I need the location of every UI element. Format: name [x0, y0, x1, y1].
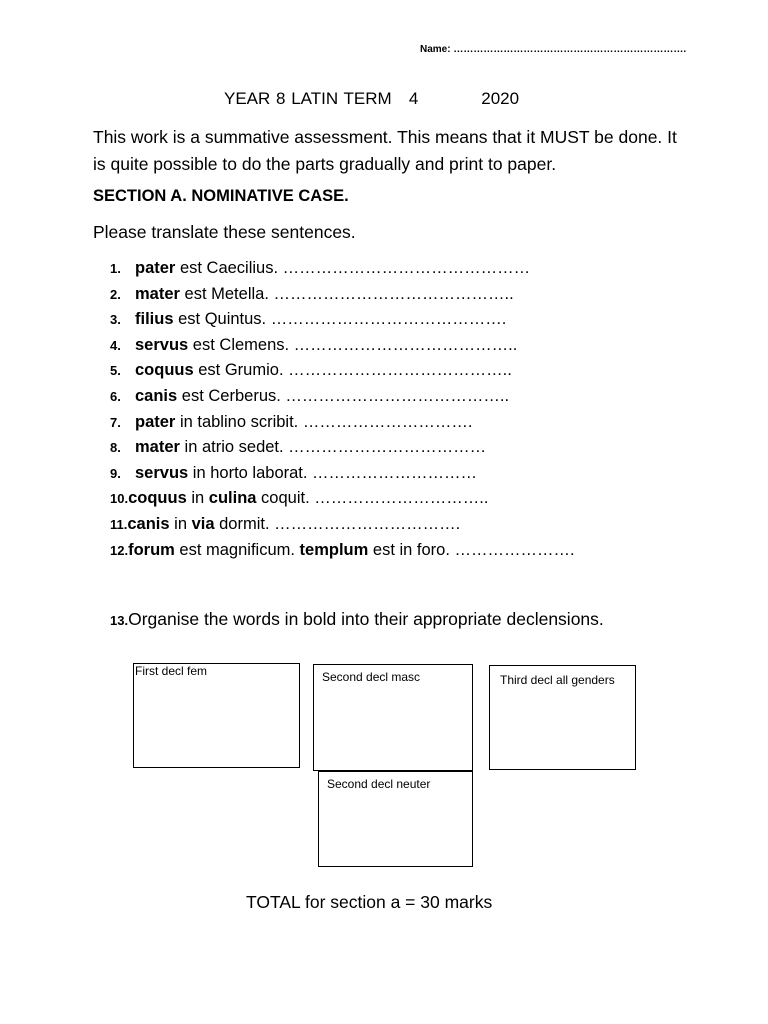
- name-field[interactable]: [420, 44, 686, 55]
- latin-keyword: mater: [135, 438, 180, 457]
- second-declension-masc-box[interactable]: [313, 664, 473, 771]
- name-label: Name:: [420, 44, 451, 55]
- page-title: YEAR 8 LATIN TERM 4 2020: [224, 89, 520, 108]
- name-blank[interactable]: …………………………………………………………….: [450, 44, 687, 55]
- question-item: [110, 282, 575, 308]
- latin-keyword: forum: [128, 540, 175, 559]
- question-number: 7.: [110, 414, 121, 430]
- question-number: 2.: [110, 286, 121, 302]
- question-number: 8.: [110, 440, 121, 456]
- question-number: 13.: [110, 613, 129, 628]
- instructions-text: Please translate these sentences.: [93, 222, 356, 242]
- question-list: [110, 256, 575, 563]
- latin-keyword: pater: [135, 412, 176, 431]
- latin-keyword: mater: [135, 284, 180, 303]
- sentence-text: est Clemens. …………………………………..: [188, 335, 518, 354]
- question-item: [110, 538, 575, 564]
- question-number: 10.: [110, 491, 129, 507]
- box-label: Third decl all genders: [500, 673, 615, 687]
- question-item: [110, 512, 575, 538]
- latin-keyword: filius: [135, 310, 174, 329]
- third-declension-box[interactable]: [489, 665, 636, 770]
- question-number: 4.: [110, 337, 121, 353]
- question-item: [110, 435, 575, 461]
- latin-keyword: canis: [127, 514, 170, 533]
- question-number: 12.: [110, 542, 129, 558]
- question-13: [110, 609, 604, 630]
- latin-keyword: pater: [135, 259, 176, 277]
- latin-keyword: servus: [135, 335, 189, 354]
- box-label: First decl fem: [135, 664, 208, 678]
- section-heading: SECTION A. NOMINATIVE CASE.: [93, 187, 349, 205]
- section-total: TOTAL for section a = 30 marks: [246, 892, 493, 912]
- sentence-text: in: [169, 514, 192, 533]
- question-item: [110, 461, 575, 487]
- question-number: 3.: [110, 312, 121, 328]
- latin-keyword: via: [191, 514, 215, 533]
- sentence-text: est Grumio. …………………………………..: [193, 361, 512, 380]
- question-item: [110, 358, 575, 384]
- question-item: [110, 307, 575, 333]
- latin-keyword: canis: [135, 386, 178, 405]
- sentence-text: est magnificum.: [174, 540, 300, 559]
- question-number: 1.: [110, 261, 121, 276]
- sentence-text: est Caecilius. ………………………………………: [175, 259, 531, 277]
- second-declension-neuter-box[interactable]: [318, 771, 473, 867]
- box-label: Second decl masc: [322, 670, 421, 684]
- latin-keyword: coquus: [135, 361, 194, 380]
- sentence-text: est in foro. ………………….: [368, 540, 575, 559]
- question-number: 11.: [110, 516, 128, 532]
- question-number: 6.: [110, 388, 121, 404]
- latin-keyword: templum: [299, 540, 369, 559]
- latin-keyword: culina: [208, 489, 257, 508]
- sentence-text: est Quintus. …………………………………….: [173, 310, 507, 329]
- box-label: Second decl neuter: [327, 777, 431, 791]
- intro-paragraph: This work is a summative assessment. This means that it MUST be done. It is quite possible to do the parts gradually and print to paper.: [93, 127, 677, 174]
- first-declension-box[interactable]: [133, 663, 300, 768]
- sentence-text: coquit. …………………………..: [256, 489, 489, 508]
- question-item: [110, 486, 575, 512]
- question-item: [110, 256, 575, 282]
- latin-keyword: servus: [135, 463, 189, 482]
- sentence-text: est Cerberus. …………………………………..: [177, 386, 510, 405]
- sentence-text: in horto laborat. …………………………: [188, 463, 478, 482]
- sentence-text: in: [186, 489, 209, 508]
- sentence-text: est Metella. ……………………………………..: [179, 284, 514, 303]
- question-number: 5.: [110, 363, 121, 379]
- latin-keyword: coquus: [128, 489, 187, 508]
- question-item: [110, 384, 575, 410]
- question-item: [110, 410, 575, 436]
- question-item: [110, 333, 575, 359]
- sentence-text: dormit. …………………………….: [214, 514, 461, 533]
- question-text: Organise the words in bold into their appropriate declensions.: [128, 609, 604, 629]
- sentence-text: in atrio sedet. ………………………………: [179, 438, 487, 457]
- question-number: 9.: [110, 465, 121, 481]
- sentence-text: in tablino scribit. ………………………….: [175, 412, 473, 431]
